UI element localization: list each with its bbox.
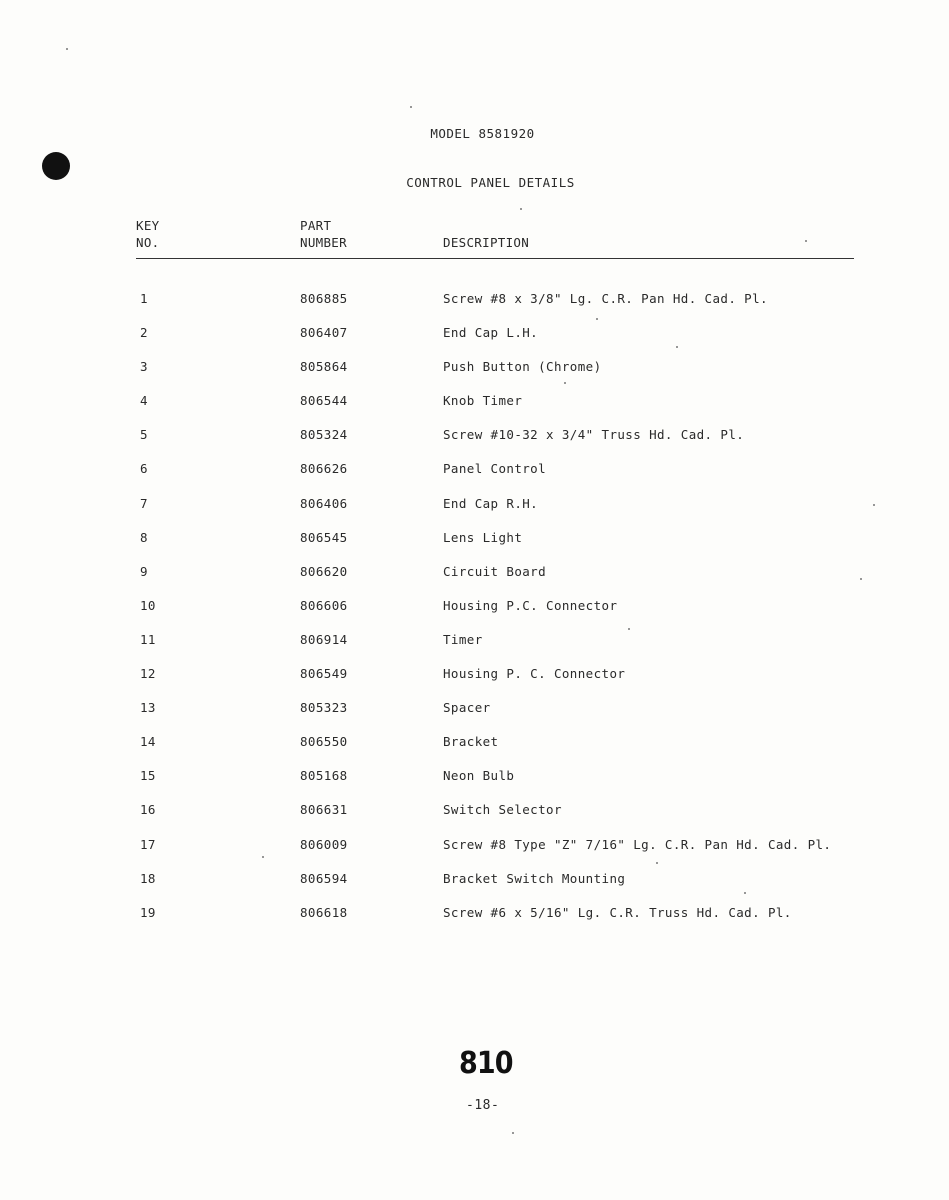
part-number: 806406 [300, 495, 348, 511]
scan-speck [860, 578, 862, 580]
scan-speck [676, 346, 678, 348]
description-header: DESCRIPTION [443, 235, 530, 250]
table-row [0, 731, 949, 765]
key-number: 6 [140, 461, 148, 477]
key-number: 7 [140, 495, 148, 511]
part-description: Circuit Board [443, 563, 547, 579]
page-number: -18- [466, 1098, 500, 1113]
key-header-line-2: NO. [136, 235, 160, 250]
key-number: 15 [140, 768, 156, 784]
part-description: Neon Bulb [443, 768, 515, 784]
table-row [0, 390, 949, 424]
table-row [0, 902, 949, 936]
section-title: CONTROL PANEL DETAILS [406, 175, 575, 190]
part-description: Bracket Switch Mounting [443, 870, 626, 886]
part-description: Panel Control [443, 461, 547, 477]
key-number: 16 [140, 802, 156, 818]
scan-speck [744, 892, 746, 894]
part-number: 806631 [300, 802, 348, 818]
scan-speck [512, 1132, 514, 1134]
part-number: 806009 [300, 836, 348, 852]
key-number: 13 [140, 700, 156, 716]
table-row [0, 356, 949, 390]
key-number: 5 [140, 427, 148, 443]
scan-speck [564, 382, 566, 384]
part-number: 806626 [300, 461, 348, 477]
part-description: Spacer [443, 700, 491, 716]
part-description: Screw #6 x 5/16" Lg. C.R. Truss Hd. Cad. Pl. [443, 904, 792, 920]
scan-speck [805, 240, 807, 242]
table-row [0, 697, 949, 731]
part-number: 806620 [300, 563, 348, 579]
table-row [0, 288, 949, 322]
part-number: 806545 [300, 529, 348, 545]
key-number: 11 [140, 631, 156, 647]
model-title: MODEL 8581920 [430, 126, 535, 141]
part-number: 806606 [300, 597, 348, 613]
part-description: Screw #8 Type "Z" 7/16" Lg. C.R. Pan Hd. Cad. Pl. [443, 836, 832, 852]
key-number: 1 [140, 291, 148, 306]
key-number: 2 [140, 325, 148, 341]
key-header-line-1: KEY [136, 218, 160, 233]
part-description: Push Button (Chrome) [443, 359, 602, 375]
part-number: 805864 [300, 359, 348, 375]
table-row [0, 629, 949, 663]
part-description: End Cap R.H. [443, 495, 539, 511]
part-number-header [300, 217, 347, 251]
part-description: Knob Timer [443, 393, 523, 409]
part-number: 806885 [300, 291, 348, 306]
page-stamp: 810 [458, 1046, 513, 1081]
scan-speck [262, 856, 264, 858]
key-number: 9 [140, 563, 148, 579]
table-row [0, 561, 949, 595]
part-description: Screw #10-32 x 3/4" Truss Hd. Cad. Pl. [443, 427, 745, 443]
table-row [0, 322, 949, 356]
table-row [0, 663, 949, 697]
key-number: 14 [140, 734, 156, 750]
part-number: 805324 [300, 427, 348, 443]
scan-speck [410, 106, 412, 108]
part-number: 805323 [300, 700, 348, 716]
part-description: Timer [443, 631, 483, 647]
part-header-line-1: PART [300, 218, 332, 233]
part-description: Screw #8 x 3/8" Lg. C.R. Pan Hd. Cad. Pl. [443, 291, 768, 306]
scan-speck [596, 318, 598, 320]
part-description: Lens Light [443, 529, 523, 545]
part-number: 806618 [300, 904, 348, 920]
part-description: Bracket [443, 734, 499, 750]
part-number: 806549 [300, 666, 348, 682]
key-number: 8 [140, 529, 148, 545]
scan-speck [628, 628, 630, 630]
header-rule [136, 258, 854, 259]
key-number: 19 [140, 904, 156, 920]
key-number: 12 [140, 666, 156, 682]
table-row [0, 493, 949, 527]
key-number: 4 [140, 393, 148, 409]
part-number: 805168 [300, 768, 348, 784]
table-row [0, 595, 949, 629]
key-number: 3 [140, 359, 148, 375]
key-number: 18 [140, 870, 156, 886]
table-row [0, 834, 949, 868]
scan-speck [520, 208, 522, 210]
part-header-line-2: NUMBER [300, 235, 347, 250]
parts-list [0, 288, 949, 936]
key-number: 17 [140, 836, 156, 852]
part-description: Switch Selector [443, 802, 562, 818]
table-row [0, 527, 949, 561]
table-row [0, 458, 949, 492]
part-number: 806407 [300, 325, 348, 341]
part-number: 806594 [300, 870, 348, 886]
scan-speck [656, 862, 658, 864]
part-number: 806914 [300, 631, 348, 647]
table-row [0, 868, 949, 902]
table-row [0, 765, 949, 799]
key-number: 10 [140, 597, 156, 613]
part-description: Housing P. C. Connector [443, 666, 626, 682]
scan-speck [873, 504, 875, 506]
key-no-header [136, 217, 159, 251]
part-description: End Cap L.H. [443, 325, 539, 341]
part-number: 806550 [300, 734, 348, 750]
table-row [0, 424, 949, 458]
table-row [0, 799, 949, 833]
part-description: Housing P.C. Connector [443, 597, 618, 613]
scan-speck [66, 48, 68, 50]
part-number: 806544 [300, 393, 348, 409]
